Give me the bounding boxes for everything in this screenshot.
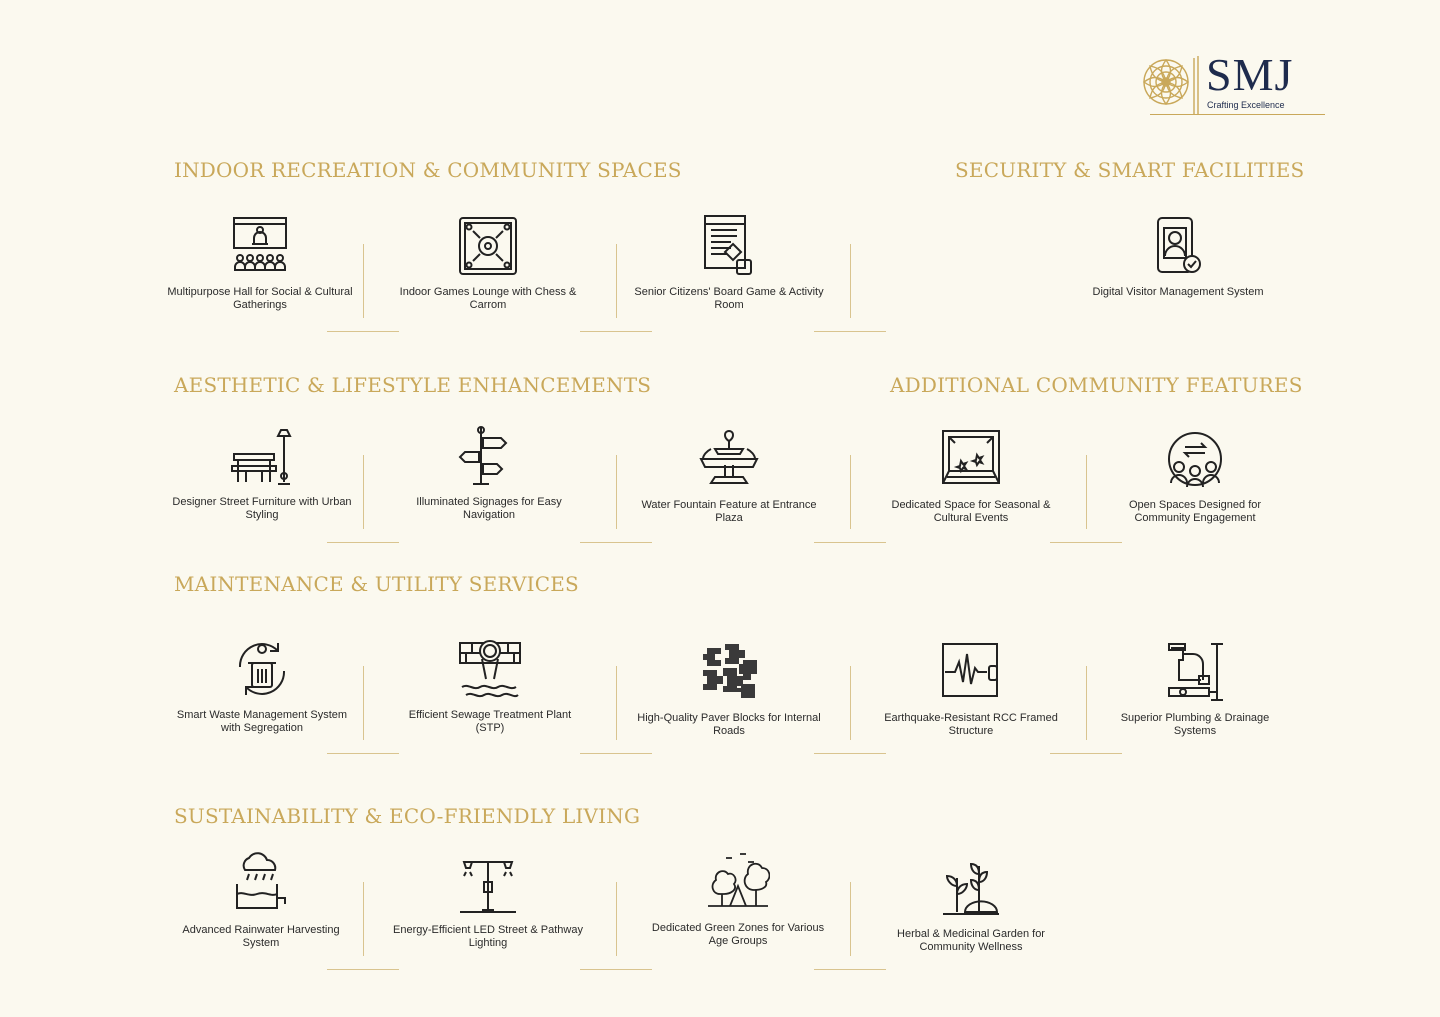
amenity-board-game-room	[634, 214, 824, 312]
section-heading-indoor: INDOOR RECREATION & COMMUNITY SPACES	[174, 158, 682, 182]
column-divider	[363, 882, 364, 956]
amenity-signages	[394, 424, 584, 522]
amenity-label: Earthquake-Resistant RCC Framed Structure	[884, 712, 1058, 737]
seismograph-icon	[939, 640, 1003, 704]
mandala-logo-icon	[1140, 52, 1202, 114]
amenity-sewage-treatment	[395, 637, 585, 735]
amenity-herbal-garden	[876, 856, 1066, 954]
row-divider	[327, 969, 399, 970]
amenity-label: Senior Citizens' Board Game & Activity Room	[634, 286, 824, 311]
amenity-label: High-Quality Paver Blocks for Internal Roads	[637, 712, 821, 737]
column-divider	[850, 666, 851, 740]
row-divider	[1050, 542, 1122, 543]
row-divider	[814, 542, 886, 543]
column-divider	[850, 455, 851, 529]
amenity-label: Smart Waste Management System with Segregation	[176, 709, 348, 734]
board-game-icon	[697, 214, 761, 278]
amenity-label: Illuminated Signages for Easy Navigation	[416, 496, 562, 521]
amenity-green-zones	[643, 850, 833, 948]
amenity-rainwater-harvesting	[166, 852, 356, 950]
section-heading-maintenance: MAINTENANCE & UTILITY SERVICES	[174, 572, 579, 596]
row-divider	[580, 331, 652, 332]
row-divider	[327, 753, 399, 754]
amenity-label: Indoor Games Lounge with Chess & Carrom	[399, 286, 577, 311]
row-divider	[814, 753, 886, 754]
fountain-icon	[697, 427, 761, 491]
recycle-bin-icon	[230, 637, 294, 701]
amenity-label: Advanced Rainwater Harvesting System	[182, 924, 340, 949]
plumbing-pipes-icon	[1163, 640, 1227, 704]
street-light-icon	[456, 852, 520, 916]
community-exchange-icon	[1163, 427, 1227, 491]
section-heading-aesthetic: AESTHETIC & LIFESTYLE ENHANCEMENTS	[174, 373, 652, 397]
amenity-label: Herbal & Medicinal Garden for Community Wellness	[897, 928, 1045, 953]
row-divider	[1050, 753, 1122, 754]
presentation-hall-icon	[228, 214, 292, 278]
amenity-label: Open Spaces Designed for Community Engagement	[1128, 499, 1262, 524]
column-divider	[363, 455, 364, 529]
amenity-street-furniture	[167, 424, 357, 522]
amenity-multipurpose-hall	[165, 214, 355, 312]
visitor-phone-icon	[1146, 214, 1210, 278]
amenity-open-spaces	[1100, 427, 1290, 525]
rainwater-tank-icon	[229, 852, 293, 916]
column-divider	[616, 666, 617, 740]
amenity-label: Superior Plumbing & Drainage Systems	[1120, 712, 1270, 737]
amenity-label: Multipurpose Hall for Social & Cultural Gatherings	[167, 286, 353, 311]
amenity-label: Dedicated Space for Seasonal & Cultural Events	[891, 499, 1051, 524]
amenity-label: Digital Visitor Management System	[1092, 286, 1264, 298]
amenity-visitor-management	[1083, 214, 1273, 299]
amenity-water-fountain	[634, 427, 824, 525]
column-divider	[363, 666, 364, 740]
amenity-label: Water Fountain Feature at Entrance Plaza	[641, 499, 817, 524]
column-divider	[850, 882, 851, 956]
amenity-led-lighting	[393, 852, 583, 950]
column-divider	[850, 244, 851, 318]
row-divider	[327, 542, 399, 543]
amenity-plumbing	[1100, 640, 1290, 738]
logo-underline	[1150, 114, 1325, 115]
section-heading-security: SECURITY & SMART FACILITIES	[955, 158, 1305, 182]
brand-name: SMJ	[1206, 49, 1294, 100]
brand-logo	[1140, 50, 1330, 120]
column-divider	[616, 882, 617, 956]
section-heading-additional: ADDITIONAL COMMUNITY FEATURES	[890, 373, 1303, 397]
herb-plant-icon	[939, 856, 1003, 920]
amenity-label: Dedicated Green Zones for Various Age Groups	[651, 922, 825, 947]
column-divider	[616, 244, 617, 318]
event-stage-icon	[939, 427, 1003, 491]
row-divider	[580, 753, 652, 754]
column-divider	[1086, 666, 1087, 740]
row-divider	[814, 331, 886, 332]
signpost-icon	[457, 424, 521, 488]
trees-icon	[706, 850, 770, 914]
amenity-paver-blocks	[634, 640, 824, 738]
paver-blocks-icon	[697, 640, 761, 704]
amenity-waste-management	[167, 637, 357, 735]
row-divider	[580, 969, 652, 970]
amenity-event-space	[876, 427, 1066, 525]
amenity-indoor-games	[393, 214, 583, 312]
row-divider	[327, 331, 399, 332]
amenity-label: Designer Street Furniture with Urban Styling	[172, 496, 352, 521]
column-divider	[363, 244, 364, 318]
carrom-board-icon	[456, 214, 520, 278]
amenity-label: Energy-Efficient LED Street & Pathway Lighting	[393, 924, 583, 949]
amenity-rcc-structure	[876, 640, 1066, 738]
brand-tagline: Crafting Excellence	[1207, 100, 1285, 110]
section-heading-sustainability: SUSTAINABILITY & ECO-FRIENDLY LIVING	[174, 804, 641, 828]
row-divider	[580, 542, 652, 543]
column-divider	[616, 455, 617, 529]
amenity-label: Efficient Sewage Treatment Plant (STP)	[408, 709, 572, 734]
sewage-pipe-icon	[458, 637, 522, 701]
row-divider	[814, 969, 886, 970]
column-divider	[1086, 455, 1087, 529]
bench-lamp-icon	[230, 424, 294, 488]
